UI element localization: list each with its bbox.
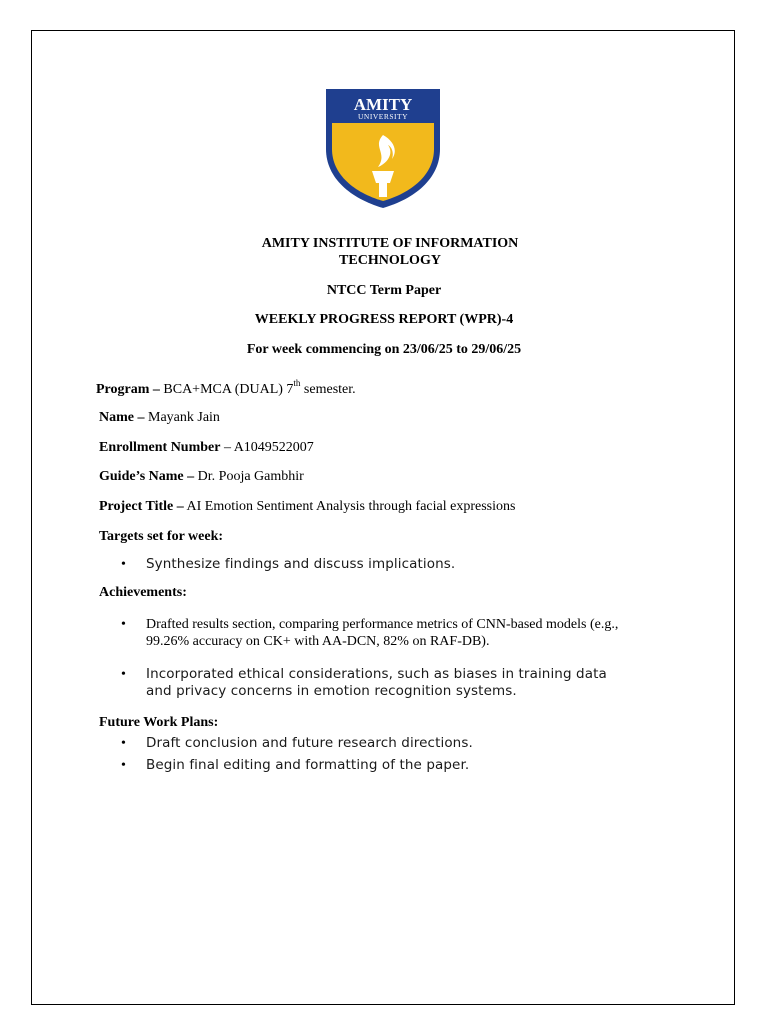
project-label: Project Title – [99, 499, 184, 514]
enrollment-label: Enrollment Number [99, 440, 221, 455]
target-item-text: Synthesize findings and discuss implications. [146, 556, 456, 572]
amity-university-logo [322, 87, 444, 209]
bullet-icon: • [121, 617, 126, 632]
targets-heading: Targets set for week: [99, 529, 224, 544]
program-suffix: semester. [300, 382, 356, 397]
bullet-icon: • [121, 557, 126, 572]
week-range: For week commencing on 23/06/25 to 29/06/25 [246, 342, 522, 357]
report-title: WEEKLY PROGRESS REPORT (WPR)-4 [254, 312, 514, 327]
future-heading: Future Work Plans: [99, 715, 219, 730]
future-item-text: Begin final editing and formatting of the paper. [146, 757, 470, 773]
program-value: BCA+MCA (DUAL) 7 [159, 382, 294, 397]
enrollment-line [99, 439, 314, 456]
achievement-item-text: Drafted results section, comparing performance metrics of CNN-based models (e.g., 99.26% accuracy on CK+ with AA-DCN, 82% on RAF-DB). [146, 617, 619, 649]
project-value: AI Emotion Sentiment Analysis through facial expressions [183, 499, 516, 514]
guide-label: Guide’s Name – [99, 469, 195, 484]
achievement-item-text: Incorporated ethical considerations, such as biases in training data and privacy concerns in emotion recognition systems. [146, 666, 607, 699]
enrollment-value: – A1049522007 [220, 440, 314, 455]
logo-text-amity: AMITY [353, 95, 413, 114]
paper-type: NTCC Term Paper [326, 283, 442, 298]
name-value: Mayank Jain [144, 410, 220, 425]
program-label: Program – [96, 382, 160, 397]
name-line [99, 409, 220, 426]
program-line [96, 378, 356, 398]
guide-value: Dr. Pooja Gambhir [194, 469, 304, 484]
achievements-heading: Achievements: [99, 585, 187, 600]
program-sup: th [293, 378, 301, 389]
future-item-text: Draft conclusion and future research directions. [146, 735, 473, 751]
name-label: Name – [99, 410, 145, 425]
logo-text-university: UNIVERSITY [358, 112, 408, 121]
bullet-icon: • [121, 736, 126, 751]
institute-heading: AMITY INSTITUTE OF INFORMATION TECHNOLOGY [261, 236, 519, 268]
bullet-icon: • [121, 667, 126, 682]
guide-line [99, 468, 304, 485]
bullet-icon: • [121, 758, 126, 773]
project-line [99, 498, 515, 515]
